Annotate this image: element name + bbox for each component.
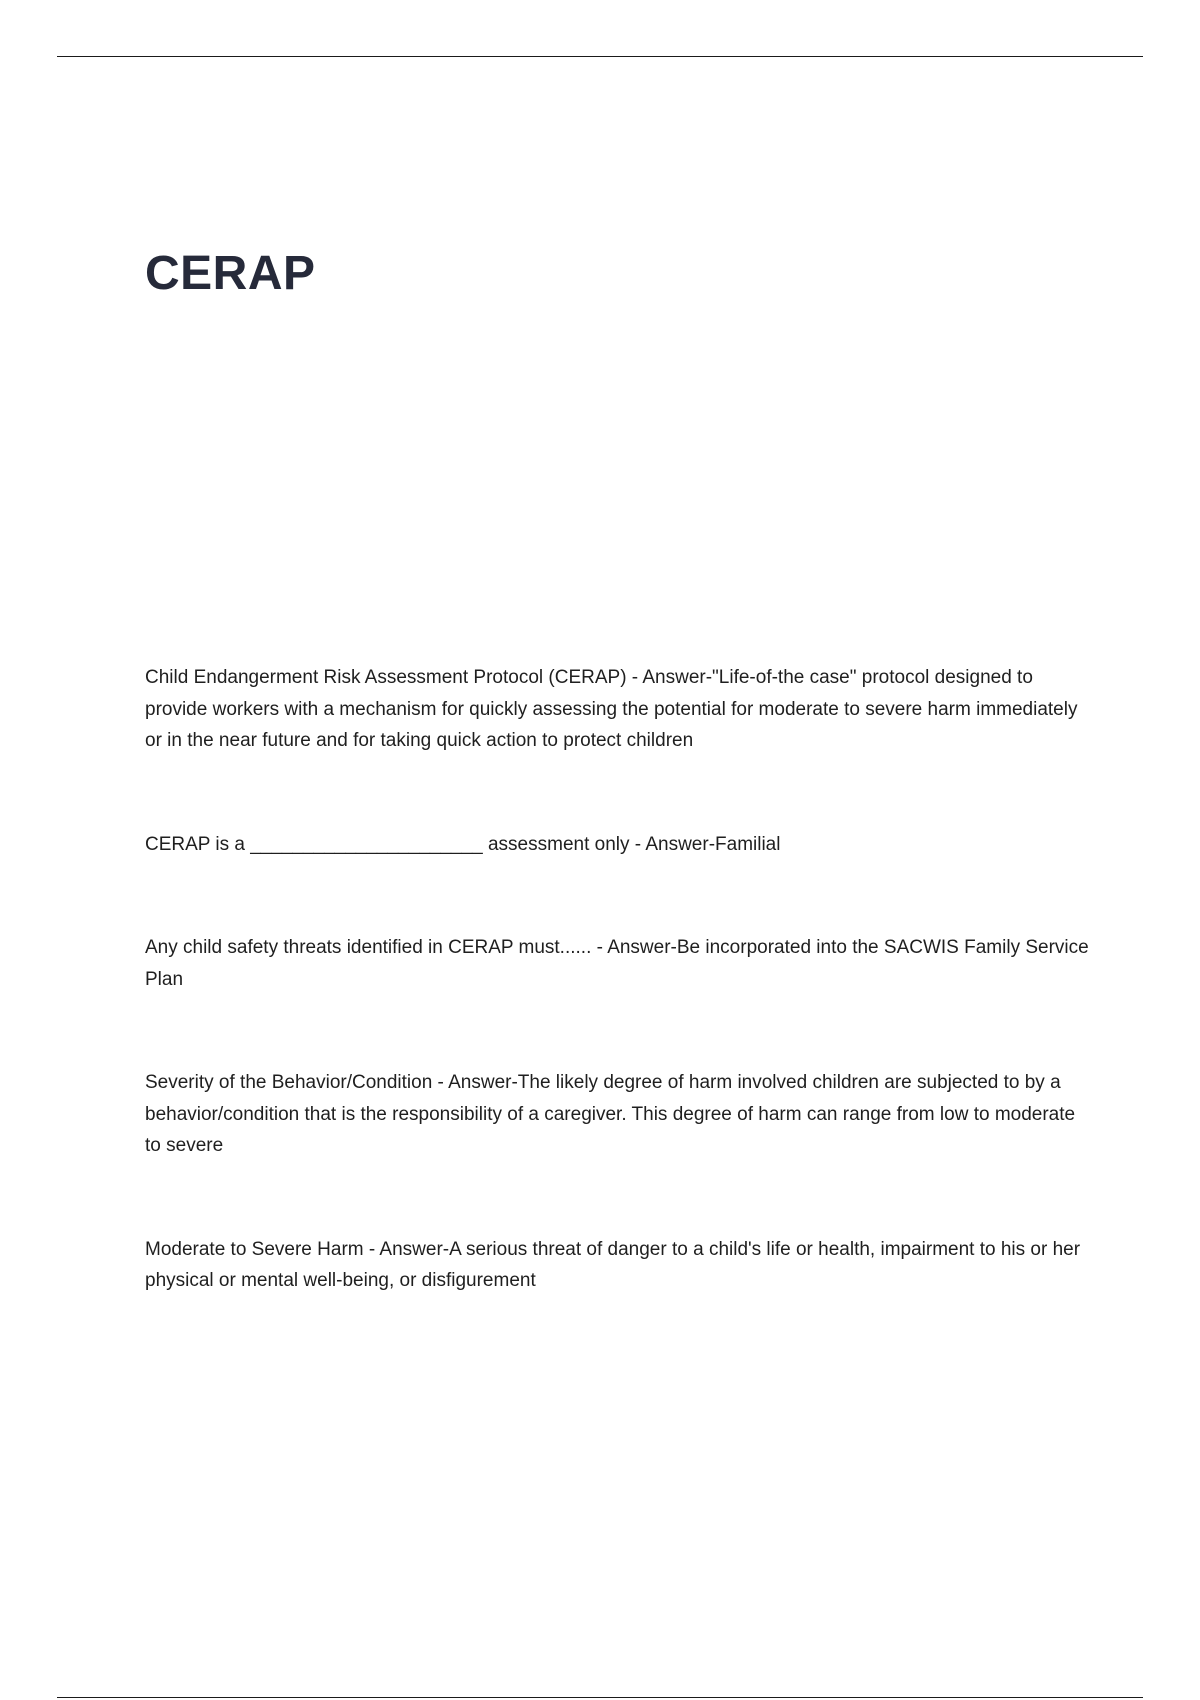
bottom-divider xyxy=(57,1697,1143,1698)
qa-entry: Any child safety threats identified in CERAP must...... - Answer-Be incorporated into the SACWIS Family Service Plan xyxy=(145,937,1089,990)
qa-entry: Moderate to Severe Harm - Answer-A serious threat of danger to a child's life or health, impairment to his or her physical or mental well-being, or disfigurement xyxy=(145,1238,1081,1291)
qa-entry: Severity of the Behavior/Condition - Answer-The likely degree of harm involved children are subjected to by a behavior/condition that is the responsibility of a caregiver. This degree of harm can range from low to moderate to severe xyxy=(145,1072,1076,1156)
top-divider xyxy=(57,56,1143,57)
document-title: CERAP xyxy=(145,247,316,300)
qa-list xyxy=(145,662,1095,1297)
qa-entry: Child Endangerment Risk Assessment Protocol (CERAP) - Answer-"Life-of-the case" protocol designed to provide workers with a mechanism for quickly assessing the potential for moderate to severe harm immediately or in the near future and for taking quick action to protect children xyxy=(145,667,1078,751)
qa-entry: CERAP is a ______________________ assessment only - Answer-Familial xyxy=(145,833,781,855)
